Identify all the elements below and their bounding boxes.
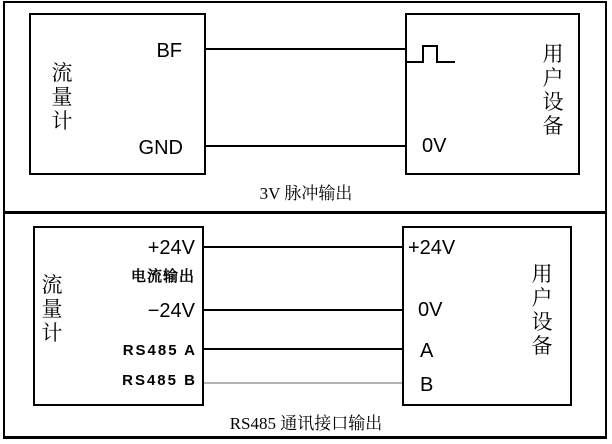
gnd-wire	[206, 145, 405, 147]
pin-0v-label-bottom: 0V	[418, 299, 443, 321]
pin-a-label: A	[420, 340, 434, 362]
flow-meter-box-top	[29, 13, 206, 175]
pin-plus24v-label-right: +24V	[408, 237, 456, 259]
flow-meter-label: 流量计	[51, 61, 73, 133]
top-panel-caption: 3V 脉冲输出	[259, 184, 353, 203]
user-device-box-bottom	[402, 226, 572, 406]
user-device-label-top: 用户设备	[542, 42, 564, 138]
bottom-panel-caption: RS485 通讯接口输出	[229, 414, 383, 433]
zero-v-wire	[204, 309, 402, 311]
user-device-label-bottom: 用户设备	[531, 262, 553, 358]
rs485b-wire	[204, 382, 402, 384]
pin-rs485a-label: RS485 A	[122, 342, 197, 359]
pulse-waveform-icon	[407, 43, 457, 70]
rs485a-wire	[204, 348, 402, 350]
pin-plus24v-label: +24V	[147, 237, 195, 259]
pin-gnd-label: GND	[138, 137, 183, 159]
pin-b-label: B	[420, 374, 434, 396]
flow-meter-label: 流量计	[41, 273, 63, 345]
flow-meter-box-bottom	[33, 226, 204, 406]
current-output-label: 电流输出	[130, 268, 195, 285]
pin-rs485b-label: RS485 B	[122, 372, 197, 389]
plus24v-wire	[204, 246, 402, 248]
panel-divider	[3, 211, 607, 214]
user-device-box-top	[405, 13, 580, 175]
pin-bf-label: BF	[156, 40, 182, 62]
bf-wire	[206, 48, 405, 50]
pin-0v-label-top: 0V	[422, 135, 447, 157]
pin-minus24v-label: −24V	[147, 300, 195, 322]
